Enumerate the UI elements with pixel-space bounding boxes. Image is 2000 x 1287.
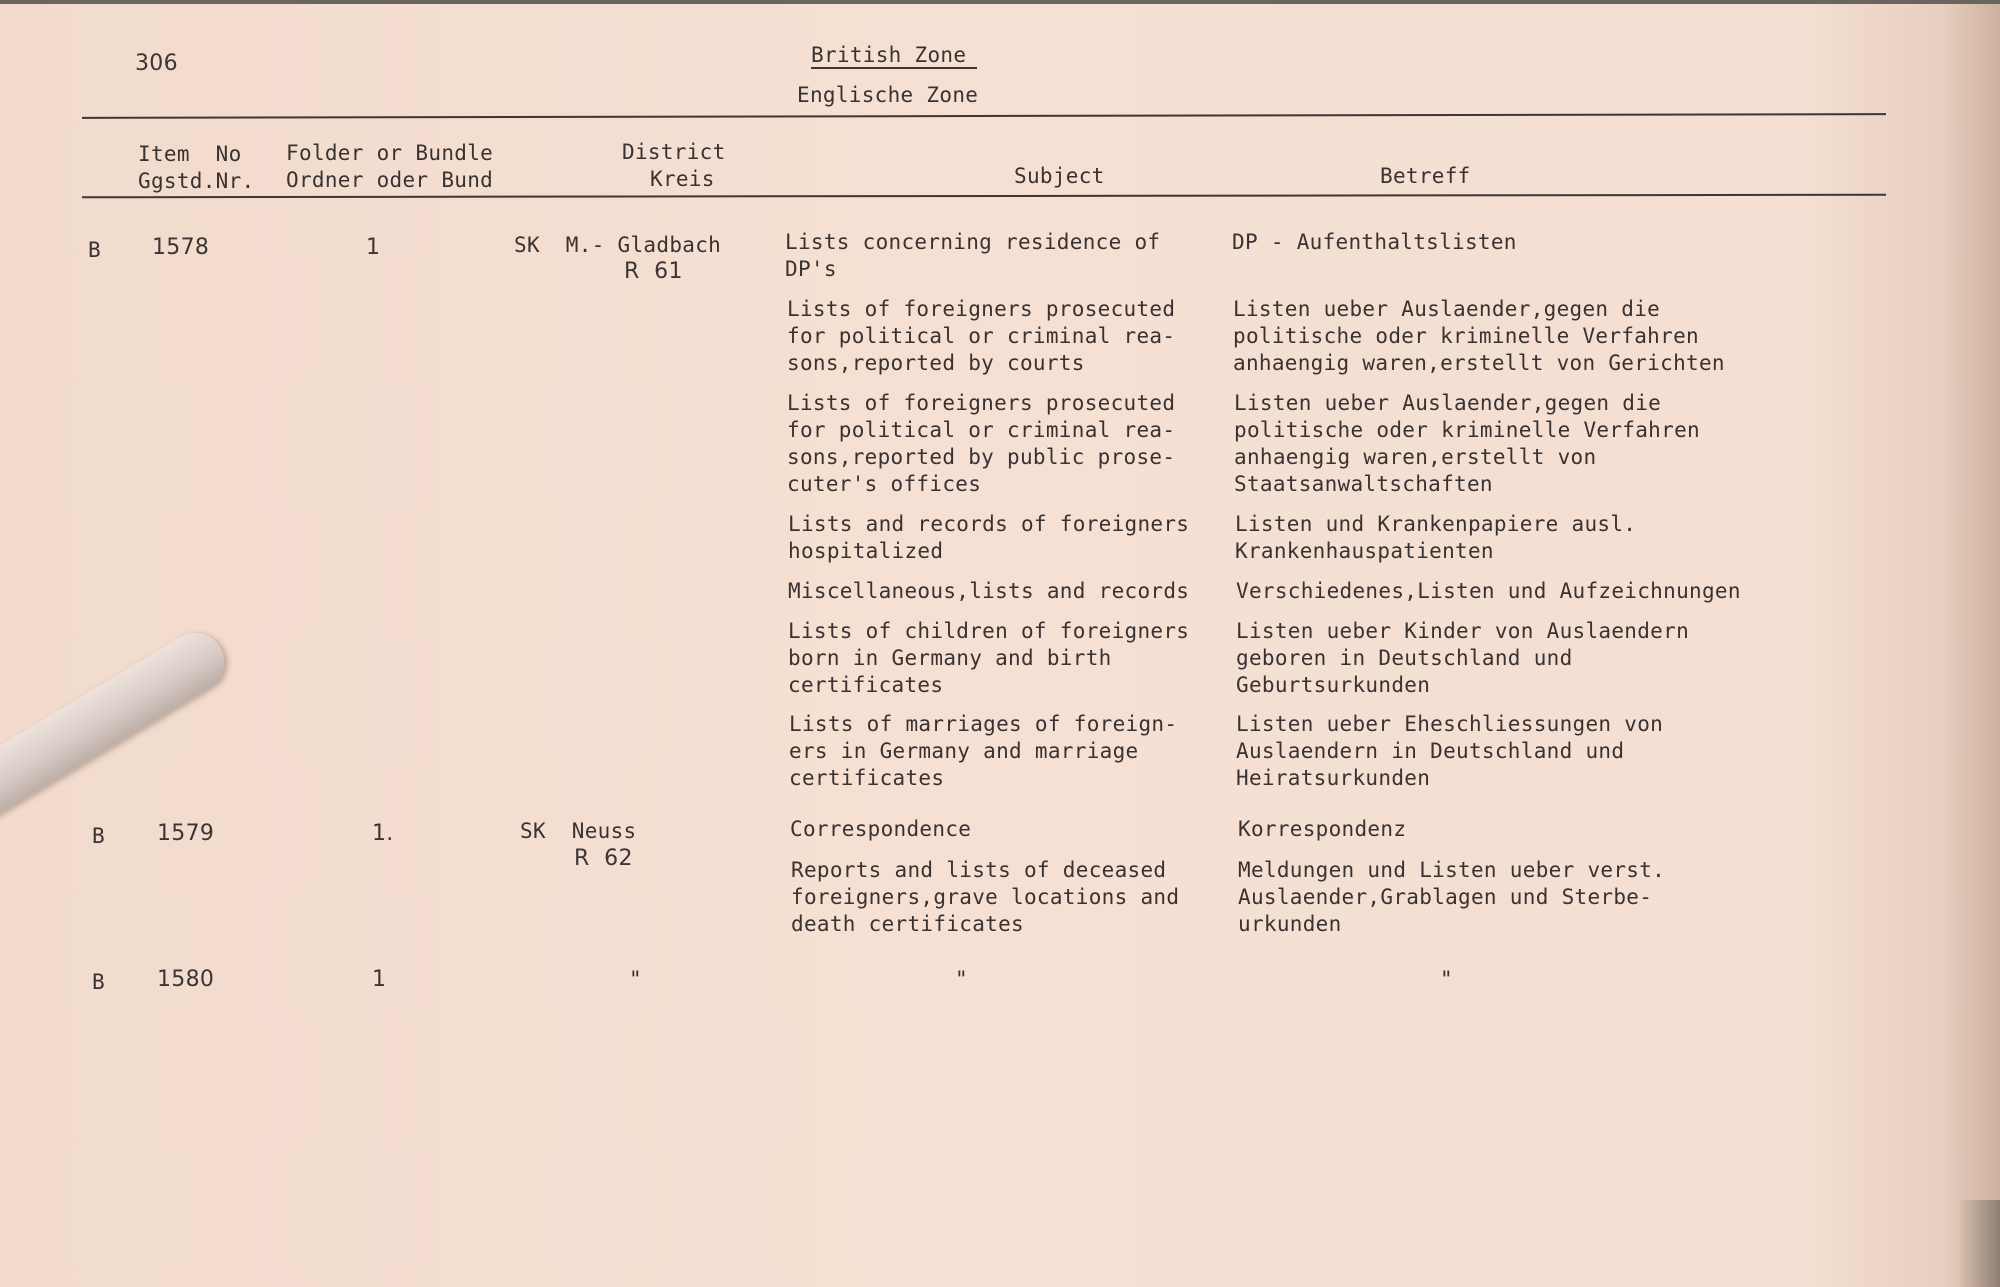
betreff-text: DP - Aufenthaltslisten [1232,230,1517,254]
entry-district-code: R 62 [574,846,633,871]
subject-text: Reports and lists of deceased foreigners,grave locations and death certificates [791,858,1180,936]
header-top-rule [82,113,1886,119]
subject-text: Lists of foreigners prosecuted for political or criminal rea- sons,reported by public prose- cuter's offices [787,391,1176,496]
subject-text: Lists and records of foreigners hospitalized [788,512,1190,563]
subject-ditto: " [955,967,968,991]
subject-text: Miscellaneous,lists and records [788,579,1190,603]
entry-district: SK Neuss [520,819,637,843]
entry-prefix: B [92,970,105,994]
entry-folder: 1 [372,967,387,992]
entry-item-number: 1579 [157,821,215,846]
col-header-item-de: Ggstd.Nr. [138,169,255,193]
entry-district-ditto: " [629,967,642,991]
subject-text: Lists concerning residence of DP's [785,230,1161,281]
pen-overlay [0,622,235,826]
page-subtitle: Englische Zone [797,83,979,107]
col-header-folder: Folder or Bundle [286,141,494,165]
subject-text: Correspondence [790,817,972,841]
betreff-text: Verschiedenes,Listen und Aufzeichnungen [1236,579,1741,603]
page-corner-shadow [1960,1200,2000,1287]
page-title: British Zone [811,43,967,67]
betreff-text: Listen ueber Auslaender,gegen die politische oder kriminelle Verfahren anhaengig waren,erstellt von Gerichten [1233,297,1725,375]
entry-item-number: 1578 [152,235,210,260]
betreff-text: Listen ueber Eheschliessungen von Auslaendern in Deutschland und Heiratsurkunden [1236,712,1664,790]
entry-prefix: B [92,824,105,848]
subject-text: Lists of foreigners prosecuted for political or criminal rea- sons,reported by courts [787,297,1176,375]
betreff-text: Listen und Krankenpapiere ausl. Krankenhauspatienten [1235,512,1637,563]
col-header-folder-de: Ordner oder Bund [286,168,494,192]
col-header-district-de: Kreis [650,167,715,191]
betreff-text: Listen ueber Auslaender,gegen die politische oder kriminelle Verfahren anhaengig waren,erstellt von Staatsanwaltschaften [1234,391,1700,496]
entry-district: SK M.- Gladbach [514,233,722,257]
betreff-text: Korrespondenz [1238,817,1407,841]
entry-folder: 1 [366,235,381,260]
entry-district-code: R 61 [624,259,683,284]
betreff-ditto: " [1440,967,1453,991]
entry-item-number: 1580 [157,967,215,992]
subject-text: Lists of children of foreigners born in Germany and birth certificates [788,619,1190,697]
col-header-district: District [622,140,726,164]
subject-text: Lists of marriages of foreign- ers in Germany and marriage certificates [789,712,1178,790]
col-header-item: Item No [138,142,242,166]
betreff-text: Listen ueber Kinder von Auslaendern geboren in Deutschland und Geburtsurkunden [1236,619,1690,697]
betreff-text: Meldungen und Listen ueber verst. Auslaender,Grablagen und Sterbe- urkunden [1238,858,1666,936]
header-bottom-rule [82,194,1886,199]
page-top-edge [0,0,2000,4]
col-header-subject: Subject [1014,164,1105,188]
title-underline [811,67,977,69]
entry-prefix: B [88,238,101,262]
col-header-betreff: Betreff [1380,164,1471,188]
page-number: 306 [135,51,178,76]
entry-folder: 1. [372,821,394,846]
